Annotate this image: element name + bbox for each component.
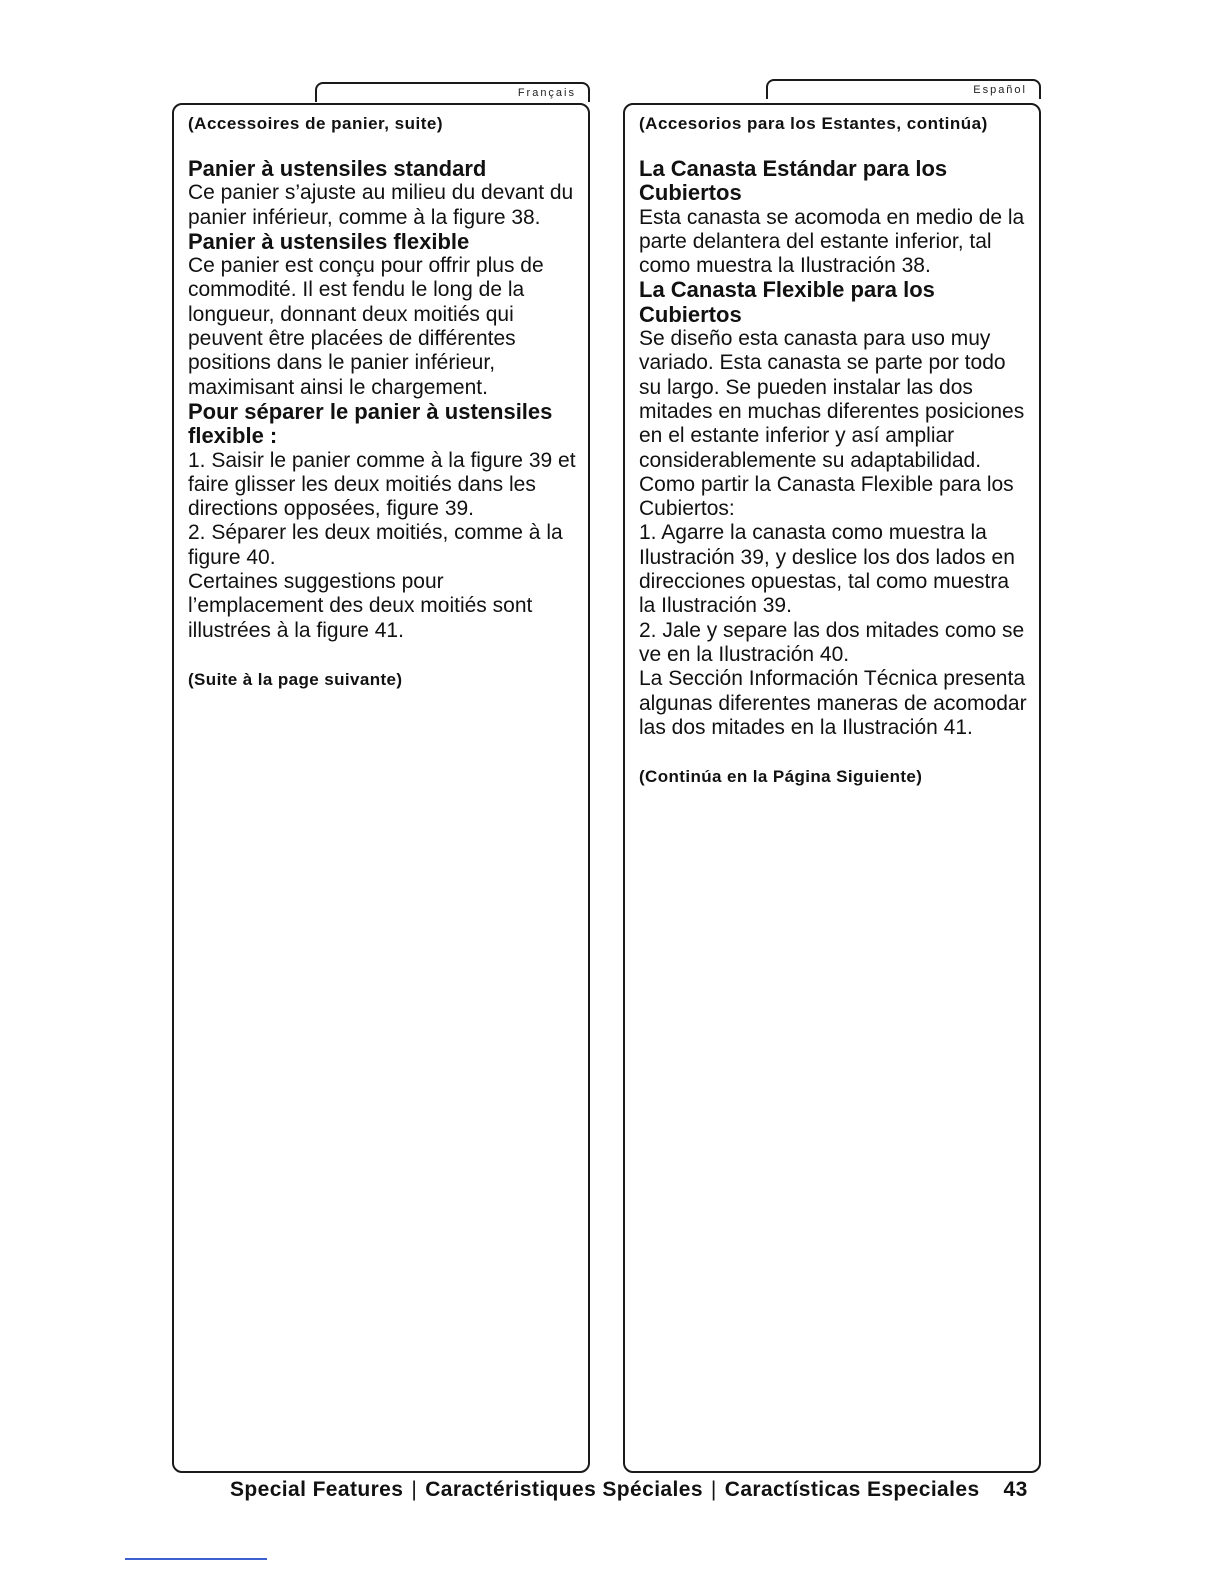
french-heading-separate: Pour séparer le panier à ustensiles flexible : <box>188 398 553 449</box>
footer-french-title: Caractéristiques Spéciales <box>425 1478 703 1501</box>
spanish-footnote: (Continúa en la Página Siguiente) <box>639 767 923 787</box>
spanish-technical-info: La Sección Información Técnica presenta algunas diferentes maneras de acomodar las dos mitades en la Ilustración 41. <box>639 667 1027 739</box>
french-heading-flexible: Panier à ustensiles flexible <box>188 228 470 254</box>
spanish-heading-flexible: La Canasta Flexible para los Cubiertos <box>639 277 935 327</box>
spanish-text-flexible: Se diseño esta canasta para uso muy variado. Esta canasta se parte por todo su largo. Se pueden instalar las dos mitades en muchas diferentes posiciones en el estante inferior y así ampliar considerablemente su adaptabilidad. <box>639 327 1025 472</box>
spanish-how-to-split: Como partir la Canasta Flexible para los Cubiertos: <box>639 472 1014 521</box>
french-footnote: (Suite à la page suivante) <box>188 669 403 689</box>
footer-separator-2: | <box>710 1478 717 1501</box>
french-heading-standard: Panier à ustensiles standard <box>188 156 487 181</box>
french-step-2: 2. Séparer les deux moitiés, comme à la figure 40. <box>188 521 563 569</box>
spanish-text-standard: Esta canasta se acomoda en medio de la parte delantera del estante inferior, tal como muestra la Ilustración 38. <box>639 205 1025 278</box>
spanish-step-2: 2. Jale y separe las dos mitades como se ve en la Ilustración 40. <box>639 618 1025 666</box>
footer-separator-1: | <box>411 1478 418 1501</box>
spanish-step-1: 1. Agarre la canasta como muestra la Ilustración 39, y deslice los dos lados en direcciones opuestas, tal como muestra la Ilustración 39. <box>639 521 1015 618</box>
page-number: 43 <box>1003 1478 1028 1501</box>
bottom-divider <box>125 1558 267 1560</box>
spanish-content <box>639 113 1029 805</box>
french-suggestions: Certaines suggestions pour l’emplacement des deux moitiés sont illustrées à la figure 41. <box>188 570 533 642</box>
french-step-1: 1. Saisir le panier comme à la figure 39 et faire glisser les deux moitiés dans les directions opposées, figure 39. <box>188 448 576 521</box>
french-text-standard: Ce panier s’ajuste au milieu du devant du panier inférieur, comme à la figure 38. <box>188 181 574 229</box>
footer-spanish-title: Caractísticas Especiales <box>724 1478 980 1501</box>
french-panel <box>172 103 590 1473</box>
spanish-heading-standard: La Canasta Estándar para los Cubiertos <box>639 156 948 206</box>
french-continued-header: (Accessoires de panier, suite) <box>188 114 443 133</box>
tab-francais: Français <box>315 82 590 102</box>
french-text-flexible: Ce panier est conçu pour offrir plus de commodité. Il est fendu le long de la longueur, donnant deux moitiés qui peuvent être placées de différentes positions dans le panier inférieur, maximisant ainsi le chargement. <box>188 254 544 399</box>
french-content <box>188 113 578 708</box>
spanish-panel <box>623 103 1041 1473</box>
spanish-continued-header: (Accesorios para los Estantes, continúa) <box>639 114 988 133</box>
page-footer <box>230 1478 1028 1502</box>
footer-english-title: Special Features <box>230 1478 404 1501</box>
tab-espanol: Español <box>766 79 1041 99</box>
